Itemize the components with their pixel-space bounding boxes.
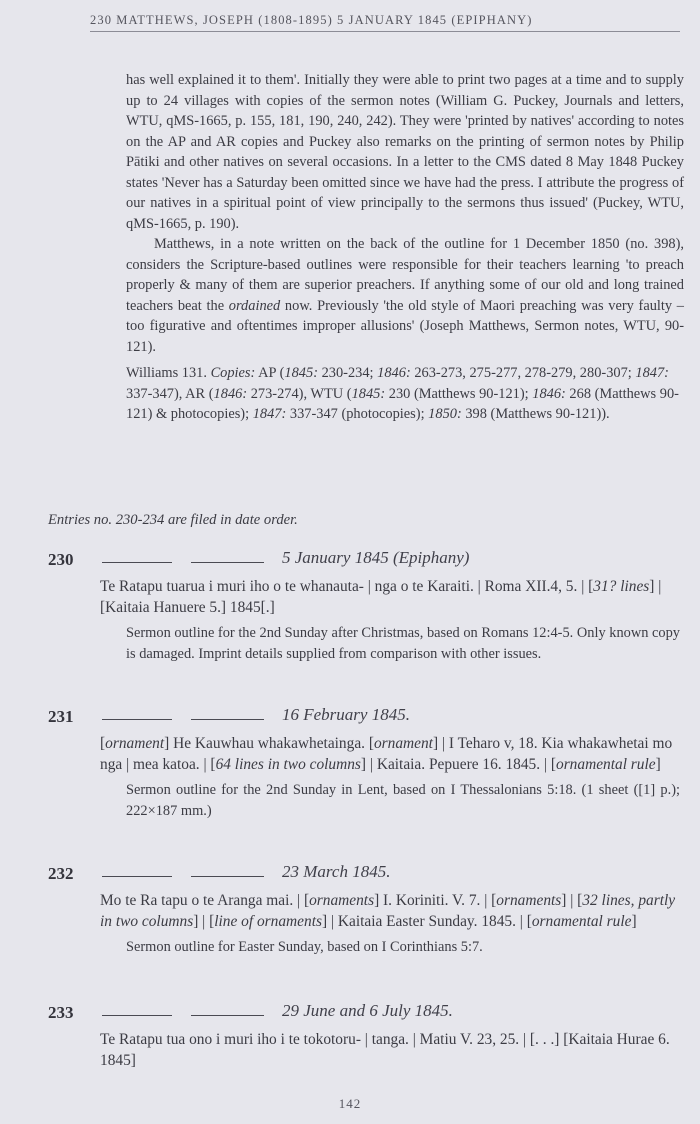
entry-number: 232: [48, 864, 74, 883]
entry-description: Sermon outline for the 2nd Sunday in Lent, based on I Thessalonians 5:18. (1 sheet ([1] p.); 222×187 mm.): [126, 782, 680, 819]
entry-date: 29 June and 6 July 1845.: [282, 1001, 453, 1020]
rule: [191, 876, 264, 877]
rule: [102, 1015, 172, 1016]
entry-number: 231: [48, 707, 74, 726]
entry-head: [48, 550, 680, 574]
entry-number: 233: [48, 1003, 74, 1022]
rule: [191, 562, 264, 563]
rule: [191, 1015, 264, 1016]
paragraph-2: Matthews, in a note written on the back of the outline for 1 December 1850 (no. 398), considers the Scripture-based outlines were responsible for their teachers learning 'to preach properly & many of them are superior preachers. If anything some of our old and long trained teachers beat the ordained now. Previously 'the old style of Maori preaching was very faulty – too figurative and oftentimes improper allusions' (Joseph Matthews, Sermon notes, WTU, 90-121).: [126, 236, 684, 355]
continued-text: [126, 70, 684, 425]
rule: [102, 562, 172, 563]
entry-title: [ornament] He Kauwhau whakawhetainga. [ornament] | I Teharo v, 18. Kia whakawhetai mo nga | mea katoa. | [64 lines in two columns] | Kaitaia. Pepuere 16. 1845. | [ornamental rule]: [100, 735, 673, 773]
entry-232: [48, 864, 680, 958]
rule: [102, 876, 172, 877]
entry-description: Sermon outline for the 2nd Sunday after Christmas, based on Romans 12:4-5. Only known copy is damaged. Imprint details supplied from comparison with other issues.: [126, 625, 680, 662]
entry-head: [48, 707, 680, 731]
copies-note: Williams 131. Copies: AP (1845: 230-234; 1846: 263-273, 275-277, 278-279, 280-307; 1847: 337-347), AR (1846: 273-274), WTU (1845: 230 (Matthews 90-121); 1846: 268 (Matthews 90-121) & photocopies); 1847: 337-347 (photocopies); 1850: 398 (Matthews 90-121)).: [126, 365, 679, 422]
entry-date: 5 January 1845 (Epiphany): [282, 548, 470, 567]
entry-head: [48, 864, 680, 888]
entry-head: [48, 1003, 680, 1027]
paragraph-1: has well explained it to them'. Initially they were able to print two pages at a time and to supply up to 24 villages with copies of the sermon notes (William G. Puckey, Journals and letters, WTU, qMS-1665, p. 155, 181, 190, 240, 242). They were 'printed by natives' according to notes on the AP and AR copies and Puckey also remarks on the printing of sermon notes by Philip Pātiki and other natives on several occasions. In a letter to the CMS dated 8 May 1848 Puckey states 'Never has a Saturday been omitted since we have had the press. I attribute the progress of our natives in a spiritual point of view principally to the sermons thus issued' (Puckey, WTU, qMS-1665, p. 190).: [126, 72, 684, 232]
entry-number: 230: [48, 550, 74, 569]
entry-title: Te Ratapu tua ono i muri iho i te tokotoru- | tanga. | Matiu V. 23, 25. | [. . .] [Kaitaia Hurae 6. 1845]: [100, 1031, 670, 1069]
entry-title: Mo te Ra tapu o te Aranga mai. | [ornaments] I. Koriniti. V. 7. | [ornaments] | [32 lines, partly in two columns] | [line of ornaments] | Kaitaia Easter Sunday. 1845. | [ornamental rule]: [100, 892, 676, 930]
entry-230: [48, 550, 680, 664]
entry-title: Te Ratapu tuarua i muri iho o te whanauta- | nga o te Karaiti. | Roma XII.4, 5. | [31? lines] | [Kaitaia Hanuere 5.] 1845[.]: [100, 578, 662, 616]
rule: [191, 719, 264, 720]
entry-233: [48, 1003, 680, 1071]
entry-date: 23 March 1845.: [282, 862, 391, 881]
filing-note: Entries no. 230-234 are filed in date order.: [48, 512, 298, 528]
entry-description: Sermon outline for Easter Sunday, based on I Corinthians 5:7.: [126, 939, 483, 955]
page-number: 142: [338, 1096, 362, 1111]
entry-231: [48, 707, 680, 821]
running-head: 230 MATTHEWS, JOSEPH (1808-1895) 5 JANUARY 1845 (EPIPHANY): [90, 13, 680, 32]
rule: [102, 719, 172, 720]
entry-date: 16 February 1845.: [282, 705, 410, 724]
